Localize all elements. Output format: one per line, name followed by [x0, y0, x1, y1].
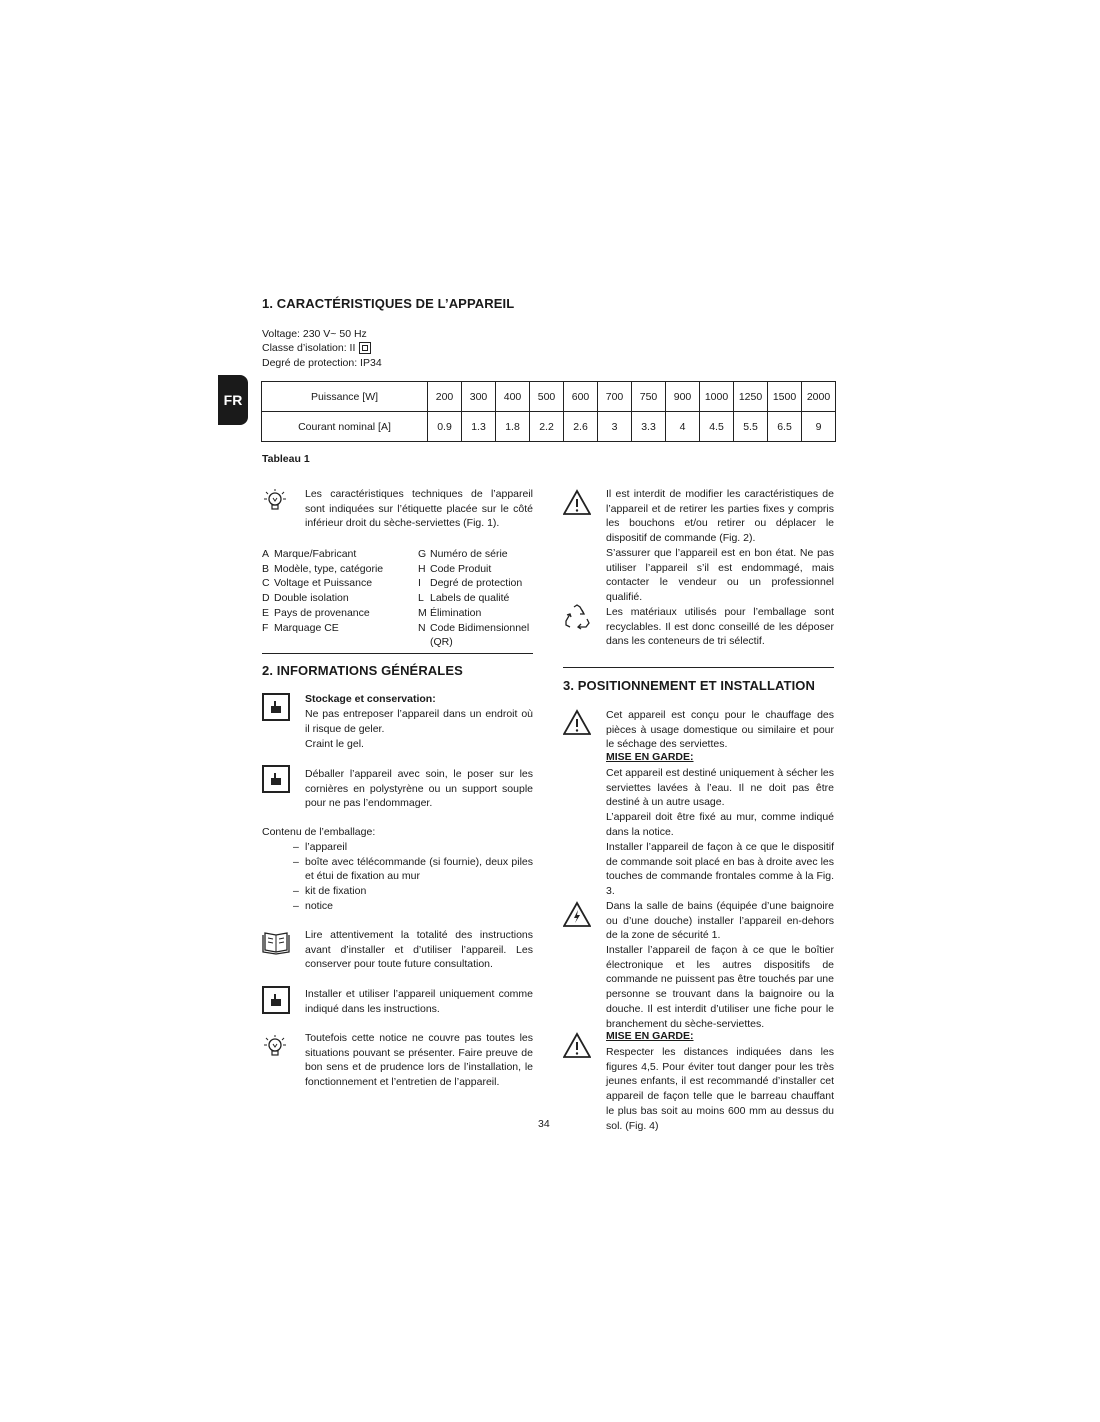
table-cell: 200	[428, 382, 462, 412]
legend-right	[418, 547, 534, 650]
list-item-text: l’appareil	[305, 841, 348, 853]
legend-value: Code Produit	[430, 562, 492, 575]
table-caption: Tableau 1	[262, 453, 310, 465]
legend-item	[262, 606, 412, 621]
double-insulation-icon	[359, 342, 371, 354]
table-cell: 2.6	[564, 412, 598, 442]
table-cell: 750	[632, 382, 666, 412]
table-cell: 4.5	[700, 412, 734, 442]
legend-key: F	[262, 621, 269, 634]
power-table	[261, 381, 836, 442]
legend-value: Labels de qualité	[430, 592, 510, 605]
table-cell: 2.2	[530, 412, 564, 442]
table-cell: 1.3	[462, 412, 496, 442]
spec-voltage: Voltage: 230 V~ 50 Hz	[262, 328, 367, 340]
storage-text: Ne pas entreposer l’appareil dans un endroit où il risque de geler.	[305, 708, 533, 735]
legend-value: Pays de provenance	[274, 606, 370, 619]
mise-en-garde-text1: Cet appareil est destiné uniquement à sécher les serviettes lavées à l’eau. Il ne doit pas être destiné à un autre usage.	[606, 767, 834, 809]
table-cell: 2000	[802, 382, 836, 412]
spec-class-text: Classe d’isolation: II	[262, 342, 356, 354]
table-cell: 3	[598, 412, 632, 442]
table-cell: 6.5	[768, 412, 802, 442]
read-text: Lire attentivement la totalité des instructions avant d’installer et d’utiliser l’appareil. Les conserver pour toute future consultation.	[305, 929, 533, 971]
notice-text: Toutefois cette notice ne couvre pas toutes les situations pouvant se présenter. Faire preuve de bon sens et de prudence lors de l’installation, le fonctionnement et l’entretien de l’appareil.	[305, 1032, 533, 1089]
list-item-text: boîte avec télécommande (si fournie), deux piles et étui de fixation au mur	[305, 855, 533, 883]
legend-item	[262, 591, 412, 606]
legend-item	[418, 591, 534, 606]
legend-value: Code Bidimensionnel (QR)	[430, 621, 530, 649]
table-row-label: Puissance [W]	[262, 382, 428, 412]
table-cell: 1000	[700, 382, 734, 412]
list-item-text: kit de fixation	[305, 885, 367, 898]
warning-icon	[563, 1032, 591, 1060]
unpack-text: Déballer l’appareil avec soin, le poser sur les cornières en polystyrène ou un support souple pour ne pas l’endommager.	[305, 768, 533, 810]
section2-title: 2. INFORMATIONS GÉNÉRALES	[262, 663, 463, 678]
table-cell: 0.9	[428, 412, 462, 442]
section-divider	[563, 667, 834, 668]
legend-key: G	[418, 548, 427, 560]
label-note: Les caractéristiques techniques de l’appareil sont indiquées sur l’étiquette placée sur le côté inférieur droit du sèche-serviettes (Fig. 1).	[305, 488, 533, 530]
table-cell: 600	[564, 382, 598, 412]
legend-key: H	[418, 562, 426, 575]
bathroom-text2: Installer l’appareil de façon à ce que le boîtier électronique et les autres dispositifs de commande ne puissent pas être touchés par une personne se trouvant dans la baignoire ou la douche. Il est interdit d’utiliser une fiche pour le branchement du sèche-serviettes.	[606, 944, 834, 1030]
manual-hand-icon	[262, 986, 290, 1014]
legend-value: Élimination	[430, 606, 482, 619]
legend-value: Numéro de série	[430, 548, 508, 560]
language-tab	[218, 375, 248, 425]
spec-class	[262, 341, 371, 356]
legend-item	[418, 562, 534, 577]
warning-modify-text: Il est interdit de modifier les caractéristiques de l’appareil et de retirer les parties fixes y compris les bouchons et/ou retirer ou déplacer le dispositif de commande (Fig. 2).	[606, 488, 834, 545]
legend-key: E	[262, 606, 270, 619]
table-cell: 1.8	[496, 412, 530, 442]
legend-key: D	[262, 592, 270, 605]
list-item: – l’appareil	[293, 841, 348, 853]
warning-state-text: S’assurer que l’appareil est en bon état. Ne pas utiliser l’appareil s’il est endommagé, mais contacter le vendeur ou un professionnel qualifié.	[606, 547, 834, 604]
warning-icon	[563, 709, 591, 737]
page-number: 34	[538, 1118, 550, 1130]
recycle-icon	[563, 603, 591, 631]
table-cell: 400	[496, 382, 530, 412]
distance-text: Respecter les distances indiquées dans les figures 4,5. Pour éviter tout danger pour les très jeunes enfants, il est recommandé d’installer cet appareil de façon telle que le barreau chauffant le plus bas soit au moins 600 mm au dessus du sol. (Fig. 4)	[606, 1046, 834, 1132]
section-divider	[262, 653, 533, 654]
mise-en-garde-label: MISE EN GARDE:	[606, 751, 694, 763]
legend-value: Double isolation	[274, 592, 349, 605]
legend-value: Marquage CE	[274, 621, 339, 634]
legend-key: M	[418, 606, 427, 619]
open-book-icon	[261, 929, 291, 957]
legend-value: Voltage et Puissance	[274, 577, 373, 590]
table-cell: 900	[666, 382, 700, 412]
list-item: – kit de fixation	[293, 885, 367, 898]
legend-item	[262, 621, 412, 636]
list-item-text: notice	[305, 899, 334, 912]
legend-key: N	[418, 621, 426, 634]
language-tab-label: FR	[223, 392, 243, 408]
manual-hand-icon	[262, 765, 290, 793]
list-item: – boîte avec télécommande (si fournie), deux piles et étui de fixation au mur	[293, 855, 533, 883]
table-cell: 9	[802, 412, 836, 442]
legend-item	[418, 576, 534, 591]
contents-title: Contenu de l’emballage:	[262, 826, 376, 838]
mise-en-garde-text3: Installer l’appareil de façon à ce que le dispositif de commande soit placé en bas à droite avec les touches de commande frontales comme à la Fig. 3.	[606, 841, 834, 898]
table-cell: 5.5	[734, 412, 768, 442]
legend-item	[262, 576, 412, 591]
electric-hazard-icon	[563, 901, 591, 929]
table-row-label: Courant nominal [A]	[262, 412, 428, 442]
legend-left	[262, 547, 412, 635]
warning-icon	[563, 489, 591, 517]
legend-item	[262, 547, 412, 562]
table-row	[262, 412, 836, 442]
legend-key: C	[262, 577, 270, 590]
contents-list	[293, 840, 533, 914]
use-text: Installer et utiliser l’appareil uniquement comme indiqué dans les instructions.	[305, 988, 533, 1015]
legend-key: L	[418, 592, 424, 605]
table-cell: 3.3	[632, 412, 666, 442]
table-row	[262, 382, 836, 412]
legend-value: Marque/Fabricant	[274, 548, 357, 560]
section1-title: 1. CARACTÉRISTIQUES DE L’APPAREIL	[262, 296, 515, 311]
storage-text2: Craint le gel.	[305, 738, 364, 750]
design-text: Cet appareil est conçu pour le chauffage des pièces à usage domestique ou similaire et pour le séchage des serviettes.	[606, 709, 834, 751]
lightbulb-icon	[261, 486, 289, 514]
lightbulb-icon	[261, 1032, 289, 1060]
legend-item	[262, 562, 412, 577]
legend-key: A	[262, 548, 270, 560]
table-cell: 500	[530, 382, 564, 412]
section3-title: 3. POSITIONNEMENT ET INSTALLATION	[563, 678, 815, 693]
legend-value: Modèle, type, catégorie	[274, 562, 384, 575]
mise-en-garde-text2: L’appareil doit être fixé au mur, comme indiqué dans la notice.	[606, 811, 834, 838]
manual-hand-icon	[262, 693, 290, 721]
table-cell: 300	[462, 382, 496, 412]
legend-key: I	[418, 577, 421, 590]
legend-item	[418, 547, 534, 562]
recycle-note: Les matériaux utilisés pour l’emballage sont recyclables. Il est donc conseillé de les déposer dans les conteneurs de tri sélectif.	[606, 606, 834, 648]
table-cell: 4	[666, 412, 700, 442]
storage-title: Stockage et conservation:	[305, 693, 436, 705]
list-item: – notice	[293, 899, 334, 912]
spec-protection: Degré de protection: IP34	[262, 357, 382, 369]
table-cell: 700	[598, 382, 632, 412]
mise-en-garde-label-2: MISE EN GARDE:	[606, 1030, 694, 1042]
table-cell: 1250	[734, 382, 768, 412]
legend-item	[418, 606, 534, 621]
legend-value: Degré de protection	[430, 577, 523, 590]
legend-item	[418, 621, 534, 650]
legend-key: B	[262, 562, 270, 575]
bathroom-text1: Dans la salle de bains (équipée d’une baignoire ou d’une douche) installer l’appareil en-dehors de la zone de sécurité 1.	[606, 900, 834, 942]
table-cell: 1500	[768, 382, 802, 412]
